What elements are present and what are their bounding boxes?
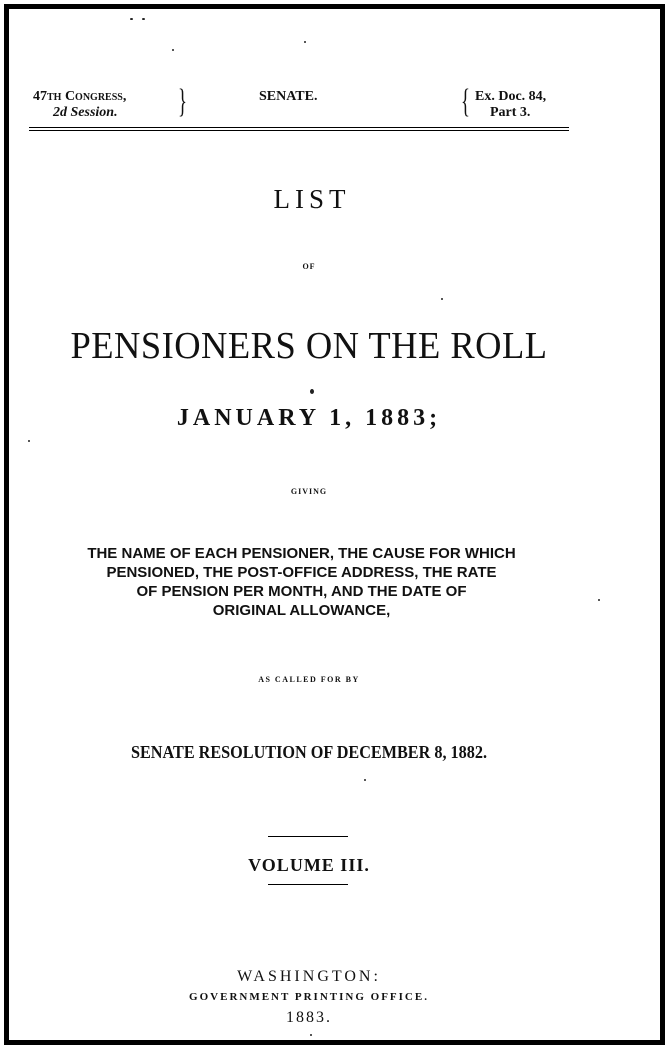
part-label: Part 3. (490, 105, 531, 120)
title-of: OF (302, 262, 316, 271)
right-brace-icon: } (178, 83, 187, 120)
session-label: 2d Session. (53, 105, 118, 120)
description-line: THE NAME OF EACH PENSIONER, THE CAUSE FOR WHICH (87, 545, 516, 562)
print-speck (364, 779, 366, 781)
imprint-office: GOVERNMENT PRINTING OFFICE. (189, 991, 429, 1003)
description-block (9, 544, 594, 620)
congress-session-block (33, 89, 126, 121)
document-number-block (475, 89, 546, 121)
resolution-title: SENATE RESOLUTION OF DECEMBER 8, 1882. (130, 742, 488, 762)
header-rule-bottom (29, 130, 569, 131)
title-list: LIST (273, 184, 351, 214)
chamber-label: SENATE. (259, 89, 318, 104)
print-speck (598, 599, 600, 601)
description-line: PENSIONED, THE POST-OFFICE ADDRESS, THE RATE (106, 564, 497, 581)
print-speck (142, 18, 145, 20)
print-speck (310, 389, 314, 394)
congress-label: 47th Congress, (33, 89, 127, 104)
print-speck (441, 298, 443, 300)
title-page (4, 4, 665, 1045)
print-speck (310, 1034, 312, 1036)
header-rule-top (29, 127, 569, 128)
imprint-city: WASHINGTON: (237, 968, 381, 985)
description-line: ORIGINAL ALLOWANCE, (212, 602, 391, 619)
left-brace-icon: { (461, 83, 470, 120)
print-speck (130, 18, 133, 20)
document-label: Ex. Doc. 84, (475, 89, 547, 104)
volume-rule-bottom (268, 884, 348, 885)
giving-label: GIVING (290, 487, 328, 496)
print-speck (304, 41, 306, 43)
imprint-year: 1883. (286, 1009, 332, 1026)
called-by-label: AS CALLED FOR BY (258, 675, 360, 684)
main-title: PENSIONERS ON THE ROLL (70, 325, 548, 367)
print-speck (172, 49, 174, 51)
volume-label: VOLUME III. (248, 855, 370, 875)
description-line: OF PENSION PER MONTH, AND THE DATE OF (136, 583, 467, 600)
roll-date: JANUARY 1, 1883; (176, 405, 442, 431)
print-speck (28, 440, 30, 442)
volume-rule-top (268, 836, 348, 837)
